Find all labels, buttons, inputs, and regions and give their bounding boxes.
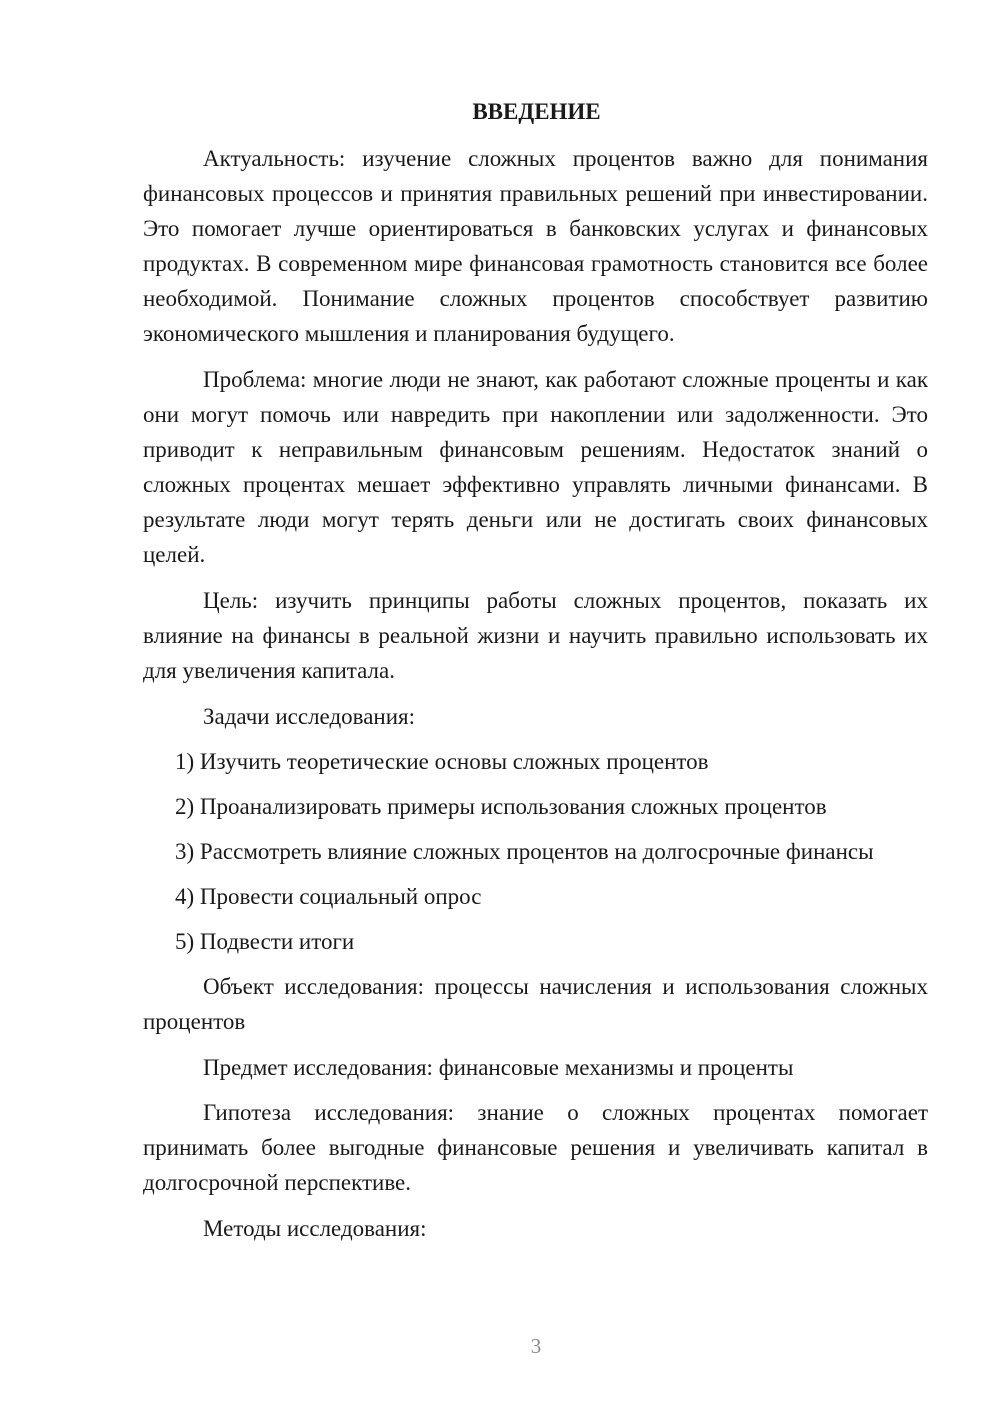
- page-content: [143, 94, 928, 1256]
- subject-paragraph: Предмет исследования: финансовые механизмы и проценты: [203, 1055, 794, 1080]
- relevance-paragraph: Актуальность: изучение сложных процентов важно для понимания финансовых процессов и принятия правильных решений при инвестировании. Это помогает лучше ориентироваться в банковских услугах и финансовых продуктах. В современном мире финансовая грамотность становится все более необходимой. Понимание сложных процентов способствует развитию экономического мышления и планирования будущего.: [143, 146, 928, 346]
- task-item: 2) Проанализировать примеры использования сложных процентов: [175, 794, 827, 819]
- object-paragraph: Объект исследования: процессы начисления и использования сложных процентов: [143, 974, 928, 1034]
- hypothesis-paragraph: Гипотеза исследования: знание о сложных процентах помогает принимать более выгодные финансовые решения и увеличивать капитал в долгосрочной перспективе.: [143, 1100, 928, 1195]
- goal-paragraph: Цель: изучить принципы работы сложных процентов, показать их влияние на финансы в реальной жизни и научить правильно использовать их для увеличения капитала.: [143, 588, 928, 683]
- page-number: 3: [530, 1334, 542, 1358]
- section-title: ВВЕДЕНИЕ: [472, 99, 601, 124]
- task-item: 3) Рассмотреть влияние сложных процентов на долгосрочные финансы: [175, 839, 874, 864]
- problem-paragraph: Проблема: многие люди не знают, как работают сложные проценты и как они могут помочь или навредить при накоплении или задолженности. Это приводит к неправильным финансовым решениям. Недостаток знаний о сложных процентах мешает эффективно управлять личными финансами. В результате люди могут терять деньги или не достигать своих финансовых целей.: [143, 367, 928, 567]
- tasks-heading: Задачи исследования:: [203, 704, 416, 729]
- task-item: 4) Провести социальный опрос: [175, 884, 482, 909]
- task-item: 5) Подвести итоги: [175, 929, 355, 954]
- task-item: 1) Изучить теоретические основы сложных процентов: [175, 749, 709, 774]
- tasks-list: [143, 744, 928, 959]
- methods-heading: Методы исследования:: [203, 1216, 427, 1241]
